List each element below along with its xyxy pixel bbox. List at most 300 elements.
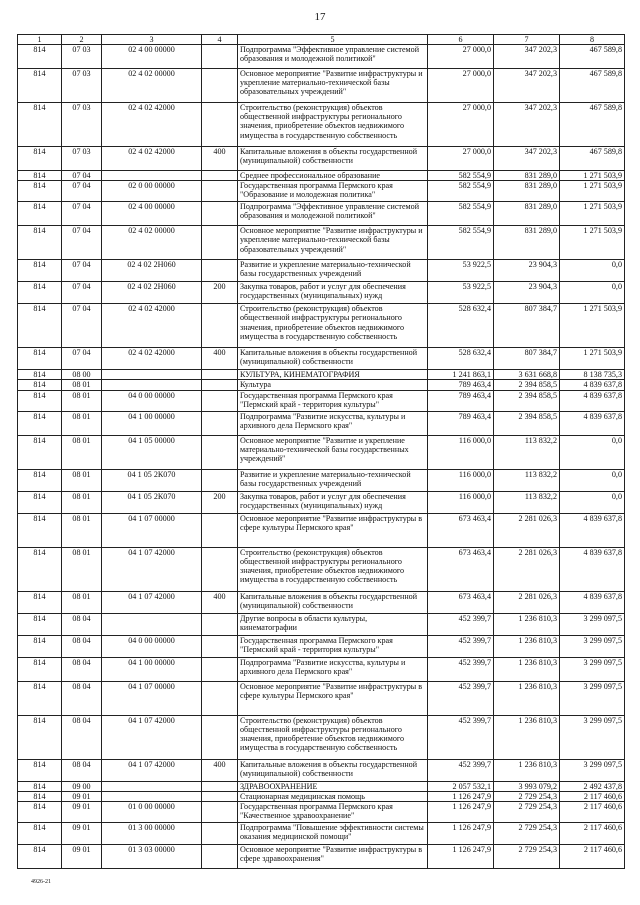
target-article-cell: 02 4 02 00000 [102,226,202,260]
ministry-code-cell: 814 [18,715,62,759]
section-code-cell: 08 04 [62,681,102,715]
ministry-code-cell: 814 [18,635,62,657]
column-header: 4 [202,35,238,45]
amount-col7-cell: 1 236 810,3 [494,657,560,681]
amount-col7-cell: 347 202,3 [494,103,560,147]
amount-col8-cell: 4 839 637,8 [560,513,625,547]
section-code-cell: 09 01 [62,822,102,844]
amount-col7-cell: 2 394 858,5 [494,380,560,390]
amount-col7-cell: 2 281 026,3 [494,513,560,547]
ministry-code-cell: 814 [18,547,62,591]
expense-type-cell: 400 [202,147,238,171]
amount-col6-cell: 452 399,7 [428,635,494,657]
table-row [18,635,625,657]
target-article-cell [102,380,202,390]
expense-type-cell [202,469,238,491]
expense-type-cell [202,226,238,260]
amount-col6-cell: 452 399,7 [428,715,494,759]
section-code-cell: 08 01 [62,390,102,411]
amount-col8-cell: 1 271 503,9 [560,304,625,348]
amount-col6-cell: 2 057 532,1 [428,781,494,791]
amount-col6-cell: 452 399,7 [428,759,494,781]
amount-col8-cell: 4 839 637,8 [560,411,625,435]
ministry-code-cell: 814 [18,45,62,69]
expense-type-cell [202,202,238,226]
expense-type-cell [202,715,238,759]
expense-type-cell [202,304,238,348]
amount-col6-cell: 582 554,9 [428,171,494,181]
column-header: 2 [62,35,102,45]
table-row [18,822,625,844]
amount-col7-cell: 1 236 810,3 [494,715,560,759]
section-code-cell: 08 04 [62,759,102,781]
table-row [18,171,625,181]
section-code-cell: 08 04 [62,657,102,681]
ministry-code-cell: 814 [18,844,62,868]
ministry-code-cell: 814 [18,657,62,681]
table-row [18,411,625,435]
column-header: 3 [102,35,202,45]
amount-col7-cell: 1 236 810,3 [494,635,560,657]
amount-col8-cell: 1 271 503,9 [560,171,625,181]
table-row [18,681,625,715]
amount-col6-cell: 27 000,0 [428,103,494,147]
amount-col6-cell: 673 463,4 [428,591,494,613]
section-code-cell: 09 01 [62,791,102,801]
target-article-cell: 01 0 00 00000 [102,801,202,822]
expense-type-cell [202,613,238,635]
amount-col8-cell: 3 299 097,5 [560,715,625,759]
target-article-cell: 02 4 02 2Н060 [102,282,202,304]
amount-col8-cell: 3 299 097,5 [560,759,625,781]
section-code-cell: 08 00 [62,370,102,380]
column-header: 8 [560,35,625,45]
amount-col6-cell: 1 126 247,9 [428,822,494,844]
amount-col7-cell: 3 993 079,2 [494,781,560,791]
amount-col6-cell: 789 463,4 [428,411,494,435]
amount-col8-cell: 0,0 [560,469,625,491]
target-article-cell: 02 4 00 00000 [102,45,202,69]
ministry-code-cell: 814 [18,226,62,260]
amount-col8-cell: 0,0 [560,491,625,513]
item-name-cell: Подпрограмма "Развитие искусства, культуры и архивного дела Пермского края" [238,657,428,681]
section-code-cell: 07 04 [62,304,102,348]
target-article-cell: 04 1 07 00000 [102,681,202,715]
target-article-cell: 02 4 02 42000 [102,103,202,147]
table-row [18,591,625,613]
target-article-cell: 04 1 00 00000 [102,411,202,435]
table-row [18,547,625,591]
amount-col8-cell: 3 299 097,5 [560,681,625,715]
amount-col8-cell: 2 117 460,6 [560,822,625,844]
amount-col7-cell: 2 281 026,3 [494,591,560,613]
section-code-cell: 07 04 [62,181,102,202]
item-name-cell: Основное мероприятие "Развитие инфраструктуры в сфере культуры Пермского края" [238,513,428,547]
ministry-code-cell: 814 [18,435,62,469]
table-row [18,781,625,791]
amount-col7-cell: 113 832,2 [494,435,560,469]
ministry-code-cell: 814 [18,469,62,491]
section-code-cell: 08 01 [62,411,102,435]
target-article-cell: 02 0 00 00000 [102,181,202,202]
expense-type-cell: 200 [202,282,238,304]
ministry-code-cell: 814 [18,801,62,822]
amount-col7-cell: 23 904,3 [494,282,560,304]
expense-type-cell [202,822,238,844]
amount-col6-cell: 452 399,7 [428,681,494,715]
item-name-cell: Подпрограмма "Эффективное управление системой образования и молодежной политикой" [238,202,428,226]
item-name-cell: Капитальные вложения в объекты государственной (муниципальной) собственности [238,348,428,370]
amount-col7-cell: 23 904,3 [494,260,560,282]
expense-type-cell [202,171,238,181]
section-code-cell: 08 01 [62,513,102,547]
amount-col8-cell: 467 589,8 [560,103,625,147]
table-row [18,715,625,759]
amount-col8-cell: 1 271 503,9 [560,348,625,370]
expense-type-cell [202,380,238,390]
amount-col8-cell: 3 299 097,5 [560,657,625,681]
amount-col7-cell: 347 202,3 [494,147,560,171]
amount-col8-cell: 4 839 637,8 [560,547,625,591]
amount-col6-cell: 452 399,7 [428,613,494,635]
target-article-cell: 04 0 00 00000 [102,635,202,657]
table-row [18,69,625,103]
ministry-code-cell: 814 [18,103,62,147]
amount-col6-cell: 27 000,0 [428,69,494,103]
section-code-cell: 08 04 [62,715,102,759]
item-name-cell: Основное мероприятие "Развитие инфраструктуры и укрепление материально-технической базы образовательных учреждений" [238,69,428,103]
amount-col6-cell: 1 241 863,1 [428,370,494,380]
amount-col6-cell: 582 554,9 [428,181,494,202]
ministry-code-cell: 814 [18,613,62,635]
amount-col7-cell: 113 832,2 [494,469,560,491]
amount-col7-cell: 807 384,7 [494,348,560,370]
ministry-code-cell: 814 [18,781,62,791]
item-name-cell: Строительство (реконструкция) объектов общественной инфраструктуры регионального значения, приобретение объектов недвижимого имущества в государственную собственность [238,103,428,147]
table-row [18,147,625,171]
footer-code: 4926-21 [31,879,51,885]
section-code-cell: 07 03 [62,45,102,69]
expense-type-cell [202,844,238,868]
expense-type-cell: 400 [202,759,238,781]
table-row [18,45,625,69]
item-name-cell: Подпрограмма "Повышение эффективности системы оказания медицинской помощи" [238,822,428,844]
column-header: 5 [238,35,428,45]
item-name-cell: Строительство (реконструкция) объектов общественной инфраструктуры регионального значения, приобретение объектов недвижимого имущества в государственную собственность [238,304,428,348]
target-article-cell: 02 4 00 00000 [102,202,202,226]
amount-col8-cell: 467 589,8 [560,45,625,69]
ministry-code-cell: 814 [18,513,62,547]
item-name-cell: Другие вопросы в области культуры, кинематографии [238,613,428,635]
expense-type-cell [202,657,238,681]
amount-col6-cell: 116 000,0 [428,435,494,469]
ministry-code-cell: 814 [18,282,62,304]
page-number: 17 [314,11,326,23]
expense-type-cell [202,635,238,657]
amount-col6-cell: 1 126 247,9 [428,801,494,822]
amount-col7-cell: 831 289,0 [494,171,560,181]
amount-col6-cell: 528 632,4 [428,304,494,348]
amount-col7-cell: 2 729 254,3 [494,822,560,844]
amount-col8-cell: 1 271 503,9 [560,202,625,226]
amount-col6-cell: 27 000,0 [428,45,494,69]
section-code-cell: 07 04 [62,171,102,181]
amount-col7-cell: 2 281 026,3 [494,547,560,591]
table-row [18,348,625,370]
section-code-cell: 07 03 [62,147,102,171]
amount-col8-cell: 2 117 460,6 [560,791,625,801]
section-code-cell: 07 03 [62,103,102,147]
amount-col6-cell: 673 463,4 [428,547,494,591]
amount-col8-cell: 4 839 637,8 [560,390,625,411]
item-name-cell: Капитальные вложения в объекты государственной (муниципальной) собственности [238,591,428,613]
expense-type-cell: 400 [202,348,238,370]
item-name-cell: Основное мероприятие "Развитие инфраструктуры в сфере здравоохранения" [238,844,428,868]
item-name-cell: Государственная программа Пермского края "Пермский край - территория культуры" [238,390,428,411]
ministry-code-cell: 814 [18,390,62,411]
amount-col6-cell: 789 463,4 [428,390,494,411]
ministry-code-cell: 814 [18,681,62,715]
column-number-row [18,35,625,45]
section-code-cell: 07 04 [62,348,102,370]
amount-col7-cell: 2 729 254,3 [494,844,560,868]
amount-col6-cell: 53 922,5 [428,282,494,304]
amount-col7-cell: 347 202,3 [494,45,560,69]
target-article-cell: 04 1 05 00000 [102,435,202,469]
target-article-cell: 04 1 07 42000 [102,715,202,759]
table-row [18,181,625,202]
section-code-cell: 08 01 [62,469,102,491]
amount-col8-cell: 467 589,8 [560,69,625,103]
expense-type-cell [202,260,238,282]
target-article-cell [102,781,202,791]
amount-col8-cell: 3 299 097,5 [560,613,625,635]
ministry-code-cell: 814 [18,411,62,435]
amount-col7-cell: 347 202,3 [494,69,560,103]
table-row [18,844,625,868]
amount-col6-cell: 528 632,4 [428,348,494,370]
table-row [18,791,625,801]
ministry-code-cell: 814 [18,791,62,801]
expense-type-cell [202,181,238,202]
ministry-code-cell: 814 [18,202,62,226]
amount-col6-cell: 1 126 247,9 [428,791,494,801]
item-name-cell: Основное мероприятие "Развитие инфраструктуры в сфере культуры Пермского края" [238,681,428,715]
amount-col7-cell: 1 236 810,3 [494,681,560,715]
column-header: 1 [18,35,62,45]
amount-col8-cell: 467 589,8 [560,147,625,171]
table-row [18,260,625,282]
amount-col7-cell: 113 832,2 [494,491,560,513]
ministry-code-cell: 814 [18,348,62,370]
target-article-cell: 01 3 00 00000 [102,822,202,844]
table-row [18,202,625,226]
table-row [18,282,625,304]
table-row [18,759,625,781]
target-article-cell: 02 4 02 00000 [102,69,202,103]
ministry-code-cell: 814 [18,370,62,380]
amount-col6-cell: 582 554,9 [428,202,494,226]
section-code-cell: 08 01 [62,380,102,390]
table-row [18,657,625,681]
amount-col6-cell: 673 463,4 [428,513,494,547]
item-name-cell: Основное мероприятие "Развитие инфраструктуры и укрепление материально-технической базы образовательных учреждений" [238,226,428,260]
section-code-cell: 08 04 [62,635,102,657]
section-code-cell: 07 04 [62,282,102,304]
expense-type-cell [202,435,238,469]
amount-col7-cell: 2 729 254,3 [494,791,560,801]
amount-col6-cell: 582 554,9 [428,226,494,260]
table-row [18,513,625,547]
target-article-cell [102,171,202,181]
section-code-cell: 09 01 [62,801,102,822]
item-name-cell: Государственная программа Пермского края "Образование и молодежная политика" [238,181,428,202]
amount-col6-cell: 1 126 247,9 [428,844,494,868]
target-article-cell: 02 4 02 2Н060 [102,260,202,282]
expense-type-cell [202,791,238,801]
ministry-code-cell: 814 [18,822,62,844]
table-row [18,380,625,390]
item-name-cell: Строительство (реконструкция) объектов общественной инфраструктуры регионального значения, приобретение объектов недвижимого имущества в государственную собственность [238,715,428,759]
item-name-cell: Государственная программа Пермского края "Пермский край - территория культуры" [238,635,428,657]
amount-col7-cell: 831 289,0 [494,181,560,202]
amount-col8-cell: 4 839 637,8 [560,380,625,390]
amount-col6-cell: 116 000,0 [428,491,494,513]
amount-col8-cell: 3 299 097,5 [560,635,625,657]
expense-type-cell: 200 [202,491,238,513]
table-body [18,45,625,869]
target-article-cell: 04 1 07 42000 [102,547,202,591]
target-article-cell: 04 1 07 42000 [102,591,202,613]
ministry-code-cell: 814 [18,69,62,103]
expense-type-cell [202,513,238,547]
ministry-code-cell: 814 [18,181,62,202]
item-name-cell: Основное мероприятие "Развитие и укрепление материально-технической базы государственных учреждений" [238,435,428,469]
target-article-cell: 02 4 02 42000 [102,304,202,348]
section-code-cell: 08 01 [62,491,102,513]
item-name-cell: Развитие и укрепление материально-технической базы государственных учреждений [238,469,428,491]
expense-type-cell [202,801,238,822]
item-name-cell: Культура [238,380,428,390]
amount-col8-cell: 4 839 637,8 [560,591,625,613]
item-name-cell: Стационарная медицинская помощь [238,791,428,801]
target-article-cell [102,791,202,801]
expense-type-cell [202,103,238,147]
target-article-cell [102,613,202,635]
item-name-cell: Капитальные вложения в объекты государственной (муниципальной) собственности [238,759,428,781]
amount-col8-cell: 1 271 503,9 [560,181,625,202]
section-code-cell: 07 03 [62,69,102,103]
ministry-code-cell: 814 [18,260,62,282]
amount-col8-cell: 2 492 437,8 [560,781,625,791]
section-code-cell: 08 04 [62,613,102,635]
expense-type-cell [202,45,238,69]
table-row [18,613,625,635]
item-name-cell: ЗДРАВООХРАНЕНИЕ [238,781,428,791]
amount-col7-cell: 1 236 810,3 [494,613,560,635]
amount-col6-cell: 789 463,4 [428,380,494,390]
table-row [18,103,625,147]
ministry-code-cell: 814 [18,759,62,781]
section-code-cell: 08 01 [62,435,102,469]
ministry-code-cell: 814 [18,304,62,348]
target-article-cell: 02 4 02 42000 [102,147,202,171]
table-row [18,469,625,491]
amount-col8-cell: 1 271 503,9 [560,226,625,260]
amount-col7-cell: 2 729 254,3 [494,801,560,822]
section-code-cell: 09 01 [62,844,102,868]
item-name-cell: Развитие и укрепление материально-технической базы государственных учреждений [238,260,428,282]
column-header: 6 [428,35,494,45]
expense-type-cell [202,390,238,411]
target-article-cell: 01 3 03 00000 [102,844,202,868]
expense-type-cell [202,781,238,791]
item-name-cell: Государственная программа Пермского края "Качественное здравоохранение" [238,801,428,822]
amount-col6-cell: 116 000,0 [428,469,494,491]
ministry-code-cell: 814 [18,171,62,181]
amount-col7-cell: 2 394 858,5 [494,411,560,435]
ministry-code-cell: 814 [18,591,62,613]
target-article-cell: 04 1 00 00000 [102,657,202,681]
target-article-cell [102,370,202,380]
section-code-cell: 07 04 [62,226,102,260]
table-row [18,491,625,513]
target-article-cell: 04 1 05 2К070 [102,491,202,513]
item-name-cell: Подпрограмма "Развитие искусства, культуры и архивного дела Пермского края" [238,411,428,435]
item-name-cell: Закупка товаров, работ и услуг для обеспечения государственных (муниципальных) нужд [238,491,428,513]
table-row [18,304,625,348]
table-row [18,390,625,411]
table-row [18,370,625,380]
ministry-code-cell: 814 [18,147,62,171]
item-name-cell: Закупка товаров, работ и услуг для обеспечения государственных (муниципальных) нужд [238,282,428,304]
amount-col8-cell: 0,0 [560,435,625,469]
amount-col7-cell: 807 384,7 [494,304,560,348]
item-name-cell: Среднее профессиональное образование [238,171,428,181]
target-article-cell: 04 1 07 00000 [102,513,202,547]
ministry-code-cell: 814 [18,491,62,513]
amount-col6-cell: 27 000,0 [428,147,494,171]
column-header: 7 [494,35,560,45]
expense-type-cell [202,681,238,715]
target-article-cell: 02 4 02 42000 [102,348,202,370]
amount-col7-cell: 2 394 858,5 [494,390,560,411]
amount-col7-cell: 3 631 668,8 [494,370,560,380]
amount-col8-cell: 2 117 460,6 [560,844,625,868]
table-row [18,801,625,822]
expense-type-cell: 400 [202,591,238,613]
item-name-cell: Капитальные вложения в объекты государственной (муниципальной) собственности [238,147,428,171]
section-code-cell: 09 00 [62,781,102,791]
amount-col8-cell: 0,0 [560,260,625,282]
target-article-cell: 04 1 05 2К070 [102,469,202,491]
target-article-cell: 04 1 07 42000 [102,759,202,781]
item-name-cell: Строительство (реконструкция) объектов общественной инфраструктуры регионального значения, приобретение объектов недвижимого имущества в государственную собственность [238,547,428,591]
expense-type-cell [202,69,238,103]
section-code-cell: 08 01 [62,591,102,613]
amount-col7-cell: 1 236 810,3 [494,759,560,781]
amount-col6-cell: 452 399,7 [428,657,494,681]
budget-table [17,34,625,869]
expense-type-cell [202,411,238,435]
amount-col8-cell: 2 117 460,6 [560,801,625,822]
amount-col8-cell: 0,0 [560,282,625,304]
table-row [18,226,625,260]
amount-col7-cell: 831 289,0 [494,202,560,226]
table-row [18,435,625,469]
target-article-cell: 04 0 00 00000 [102,390,202,411]
section-code-cell: 08 01 [62,547,102,591]
